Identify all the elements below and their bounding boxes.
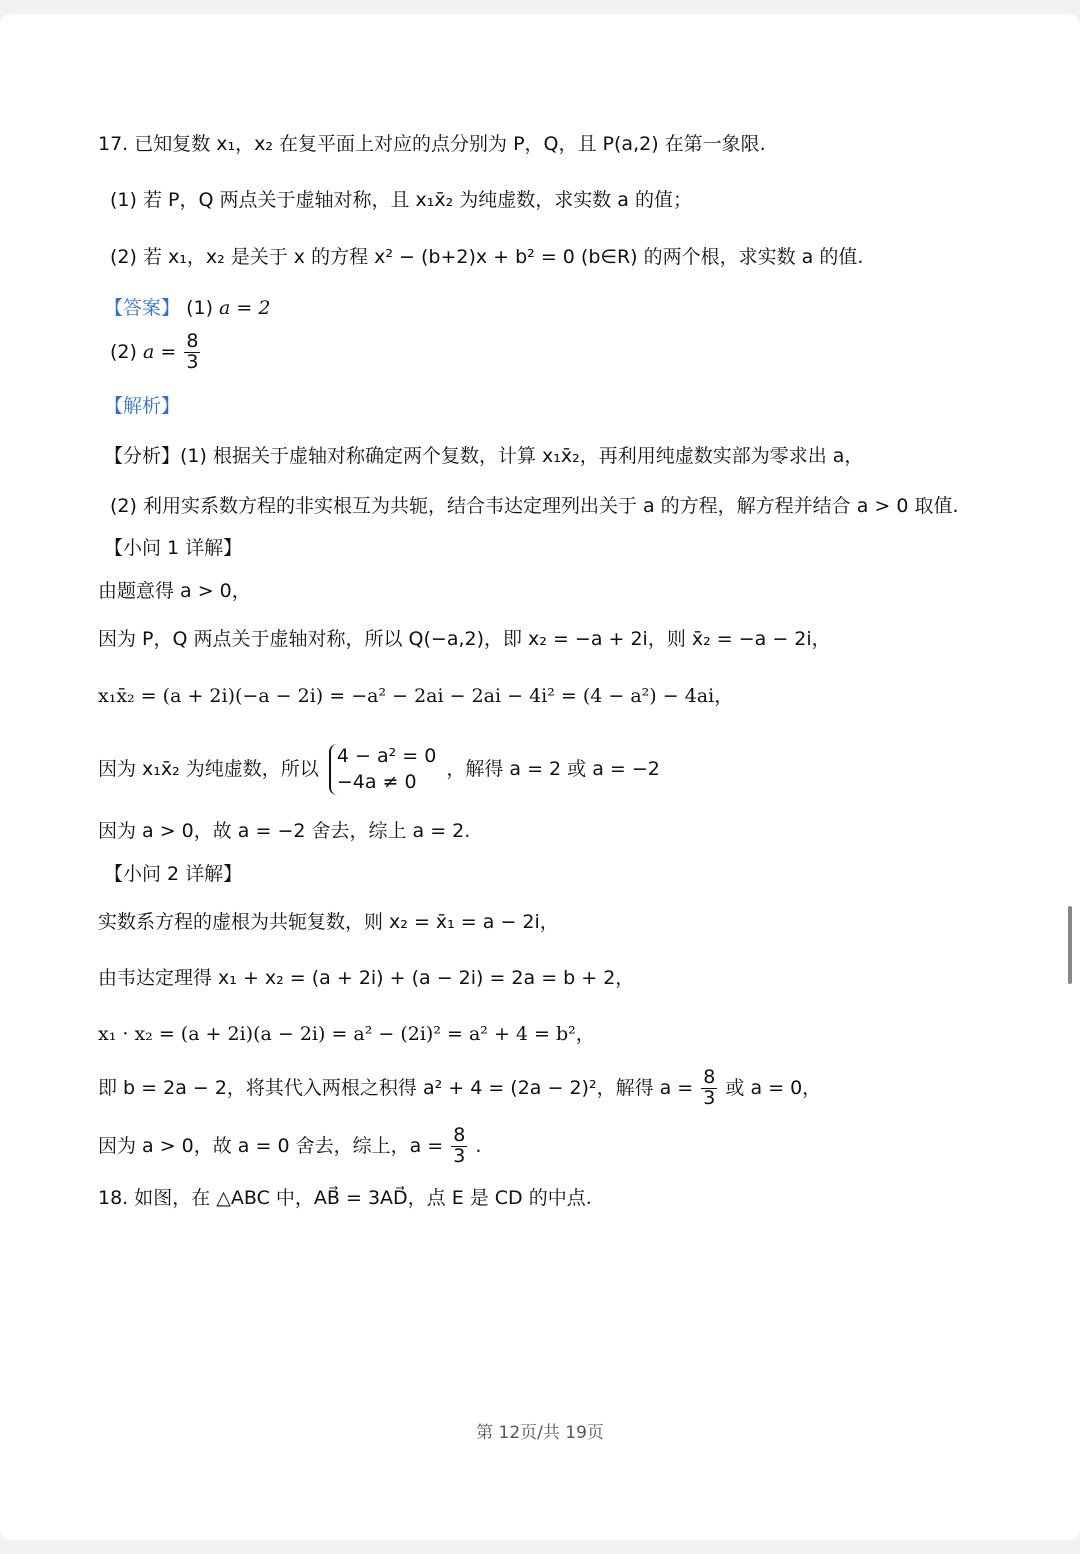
- fenxi-line2: (2) 利用实系数方程的非实根互为共轭，结合韦达定理列出关于 a 的方程，解方程并结合 a > 0 取值.: [110, 495, 959, 517]
- system-eq2: −4a ≠ 0: [336, 770, 417, 793]
- sub2-line1: 实数系方程的虚根为共轭复数，则 x₂ = x̄₁ = a − 2i，: [98, 911, 559, 933]
- sub2-line5-denominator: 3: [453, 1144, 466, 1167]
- sub2-line4-post: 或 a = 0，: [725, 1076, 822, 1099]
- sub1-line3: x₁x̄₂ = (a + 2i)(−a − 2i) = −a² − 2ai − 2ai − 4i² = (4 − a²) − 4ai，: [98, 685, 734, 707]
- sub2-line5-numerator: 8: [453, 1124, 466, 1146]
- sub1-line4: [98, 744, 660, 795]
- system-eq1: 4 − a² = 0: [336, 745, 437, 767]
- sub1-line2: 因为 P，Q 两点关于虚轴对称，所以 Q(−a,2)，即 x₂ = −a + 2i，则 x̄₂ = −a − 2i，: [98, 628, 831, 650]
- sub2-line5-pre: 因为 a > 0，故 a = 0 舍去，综上，a =: [98, 1134, 444, 1157]
- sub2-title: 【小问 2 详解】: [104, 863, 243, 885]
- sub1-line4-post: ，解得 a = 2 或 a = −2: [446, 758, 660, 781]
- answer1-value: a = 2: [219, 297, 271, 319]
- document-page: [0, 14, 1080, 1540]
- sub2-line4: [98, 1068, 821, 1109]
- sub1-line5: 因为 a > 0，故 a = −2 舍去，综上 a = 2.: [98, 820, 471, 842]
- equation-system: [329, 744, 436, 795]
- answer1-label: (1): [186, 297, 213, 319]
- q18-stem: 18. 如图，在 △ABC 中，AB⃗ = 3AD⃗，点 E 是 CD 的中点.: [98, 1187, 592, 1209]
- answer-line1: [104, 296, 270, 321]
- sub1-line1: 由题意得 a > 0，: [98, 580, 251, 602]
- sub2-line5-fraction: [451, 1126, 467, 1167]
- fenxi-line1: [104, 444, 863, 469]
- q17-part1: (1) 若 P，Q 两点关于虚轴对称，且 x₁x̄₂ 为纯虚数，求实数 a 的值；: [110, 189, 692, 211]
- fenxi-tag: 【分析】: [104, 445, 181, 467]
- sub2-line5: [98, 1126, 481, 1167]
- analysis-tag: 【解析】: [104, 395, 181, 417]
- sub2-line4-fraction: [701, 1068, 717, 1109]
- answer2-fraction: [184, 332, 200, 373]
- answer2-label: (2): [110, 340, 137, 363]
- answer-line2: [110, 332, 202, 373]
- sub2-line4-denominator: 3: [703, 1086, 716, 1109]
- sub1-title: 【小问 1 详解】: [104, 537, 243, 559]
- scrollbar[interactable]: [1068, 906, 1072, 984]
- sub2-line2: 由韦达定理得 x₁ + x₂ = (a + 2i) + (a − 2i) = 2a = b + 2，: [98, 967, 635, 989]
- answer2-lhs: a =: [142, 340, 177, 363]
- q17-stem: 17. 已知复数 x₁，x₂ 在复平面上对应的点分别为 P，Q，且 P(a,2) 在第一象限.: [98, 133, 766, 155]
- sub2-line5-post: .: [475, 1134, 482, 1157]
- q17-part2: (2) 若 x₁，x₂ 是关于 x 的方程 x² − (b+2)x + b² = 0 (b∈R) 的两个根，求实数 a 的值.: [110, 246, 864, 268]
- sub2-line4-numerator: 8: [703, 1066, 716, 1088]
- sub1-line4-pre: 因为 x₁x̄₂ 为纯虚数，所以: [98, 758, 319, 781]
- answer2-numerator: 8: [186, 330, 199, 352]
- answer-tag: 【答案】: [104, 297, 181, 319]
- sub2-line3: x₁ · x₂ = (a + 2i)(a − 2i) = a² − (2i)² = a² + 4 = b²，: [98, 1023, 595, 1045]
- page-footer: 第 12页/共 19页: [476, 1423, 604, 1443]
- fenxi-text1: (1) 根据关于虚轴对称确定两个复数，计算 x₁x̄₂，再利用纯虚数实部为零求出 a，: [180, 445, 864, 467]
- sub2-line4-pre: 即 b = 2a − 2，将其代入两根之积得 a² + 4 = (2a − 2)²，解得 a =: [98, 1076, 694, 1099]
- answer2-denominator: 3: [186, 350, 199, 373]
